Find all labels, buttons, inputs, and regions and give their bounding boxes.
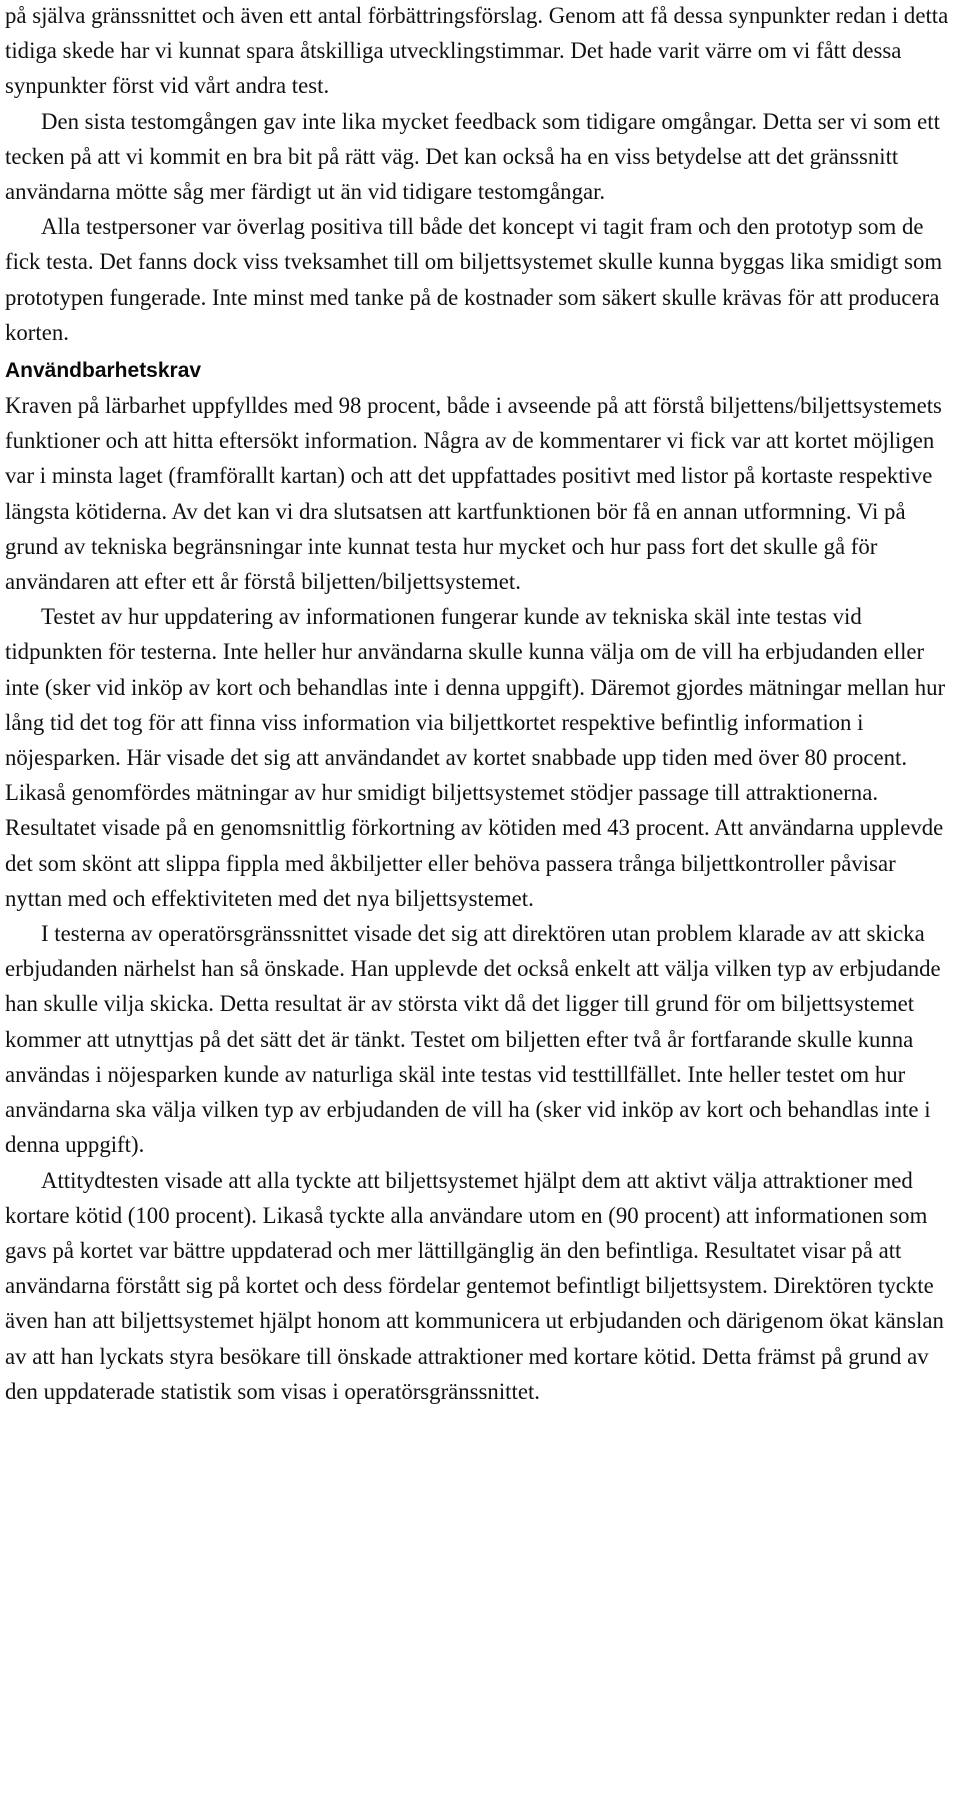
paragraph-last-test-round: Den sista testomgången gav inte lika mycket feedback som tidigare omgångar. Detta ser vi som ett tecken på att vi kommit en bra bit på rätt väg. Det kan också ha en viss betydelse att det gränssnitt användarna mötte såg mer färdigt ut än vid tidigare testomgångar. xyxy=(5,108,940,205)
paragraph-operator-interface: I testerna av operatörsgränssnittet visade det sig att direktören utan problem klarade av att skicka erbjudanden närhelst han så önskade. Han upplevde det också enkelt att välja vilken typ av erbjudande han skulle vilja skicka. Detta resultat är av största vikt då det ligger till grund för om biljettsystemet kommer att utnyttjas på det sätt det är tänkt. Testet om biljetten efter två år fortfarande skulle kunna användas i nöjesparken kunde av naturliga skäl inte testas vid testtillfället. Inte heller testet om hur användarna ska välja vilken typ av erbjudanden de vill ha (sker vid inköp av kort och behandlas inte i denna uppgift). xyxy=(5,921,941,1158)
paragraph-learnability: Kraven på lärbarhet uppfylldes med 98 procent, både i avseende på att förstå biljettens/biljettsystemets funktioner och att hitta eftersökt information. Några av de kommentarer vi fick var att kortet möjligen var i minsta laget (framförallt kartan) och att det uppfattades positivt med listor på kortaste respektive längsta kötiderna. Av det kan vi dra slutsatsen att kartfunktionen bör få en annan utformning. Vi på grund av tekniska begränsningar inte kunnat testa hur mycket och hur pass fort det skulle gå för användaren att efter ett år förstå biljetten/biljettsystemet. xyxy=(5,393,942,595)
document-body xyxy=(5,0,950,1409)
paragraph-intro-continuation: på själva gränssnittet och även ett antal förbättringsförslag. Genom att få dessa synpunkter redan i detta tidiga skede har vi kunnat spara åtskilliga utvecklingstimmar. Det hade varit värre om vi fått dessa synpunkter först vid vårt andra test. xyxy=(5,3,949,99)
paragraph-test-persons-attitude: Alla testpersoner var överlag positiva till både det koncept vi tagit fram och den prototyp som de fick testa. Det fanns dock viss tveksamhet till om biljettsystemet skulle kunna byggas lika smidigt som prototypen fungerade. Inte minst med tanke på de kostnader som säkert skulle krävas för att producera korten. xyxy=(5,214,943,345)
section-heading: Användbarhetskrav xyxy=(5,359,202,383)
paragraph-update-test: Testet av hur uppdatering av informationen fungerar kunde av tekniska skäl inte testas vid tidpunkten för testerna. Inte heller hur användarna skulle kunna välja om de vill ha erbjudanden eller inte (sker vid inköp av kort och behandlas inte i denna uppgift). Däremot gjordes mätningar mellan hur lång tid det tog för att finna viss information via biljettkortet respektive befintlig information i nöjesparken. Här visade det sig att användandet av kortet snabbade upp tiden med över 80 procent. Likaså genomfördes mätningar av hur smidigt biljettsystemet stödjer passage till attraktionerna. Resultatet visade på en genomsnittlig förkortning av kötiden med 43 procent. Att användarna upplevde det som skönt att slippa fippla med åkbiljetter eller behöva passera trånga biljettkontroller påvisar nyttan med och effektiviteten med det nya biljettsystemet. xyxy=(5,604,946,911)
paragraph-attitude-test: Attitydtesten visade att alla tyckte att biljettsystemet hjälpt dem att aktivt välja attraktioner med kortare kötid (100 procent). Likaså tyckte alla användare utom en (90 procent) att informationen som gavs på kortet var bättre uppdaterad och mer lättillgänglig än den befintliga. Resultatet visar på att användarna förstått sig på kortet och dess fördelar gentemot befintligt biljettsystem. Direktören tyckte även han att biljettsystemet hjälpt honom att kommunicera ut erbjudanden och därigenom ökat känslan av att han lyckats styra besökare till önskade attraktioner med kortare kötid. Detta främst på grund av den uppdaterade statistik som visas i operatörsgränssnittet. xyxy=(5,1167,944,1404)
